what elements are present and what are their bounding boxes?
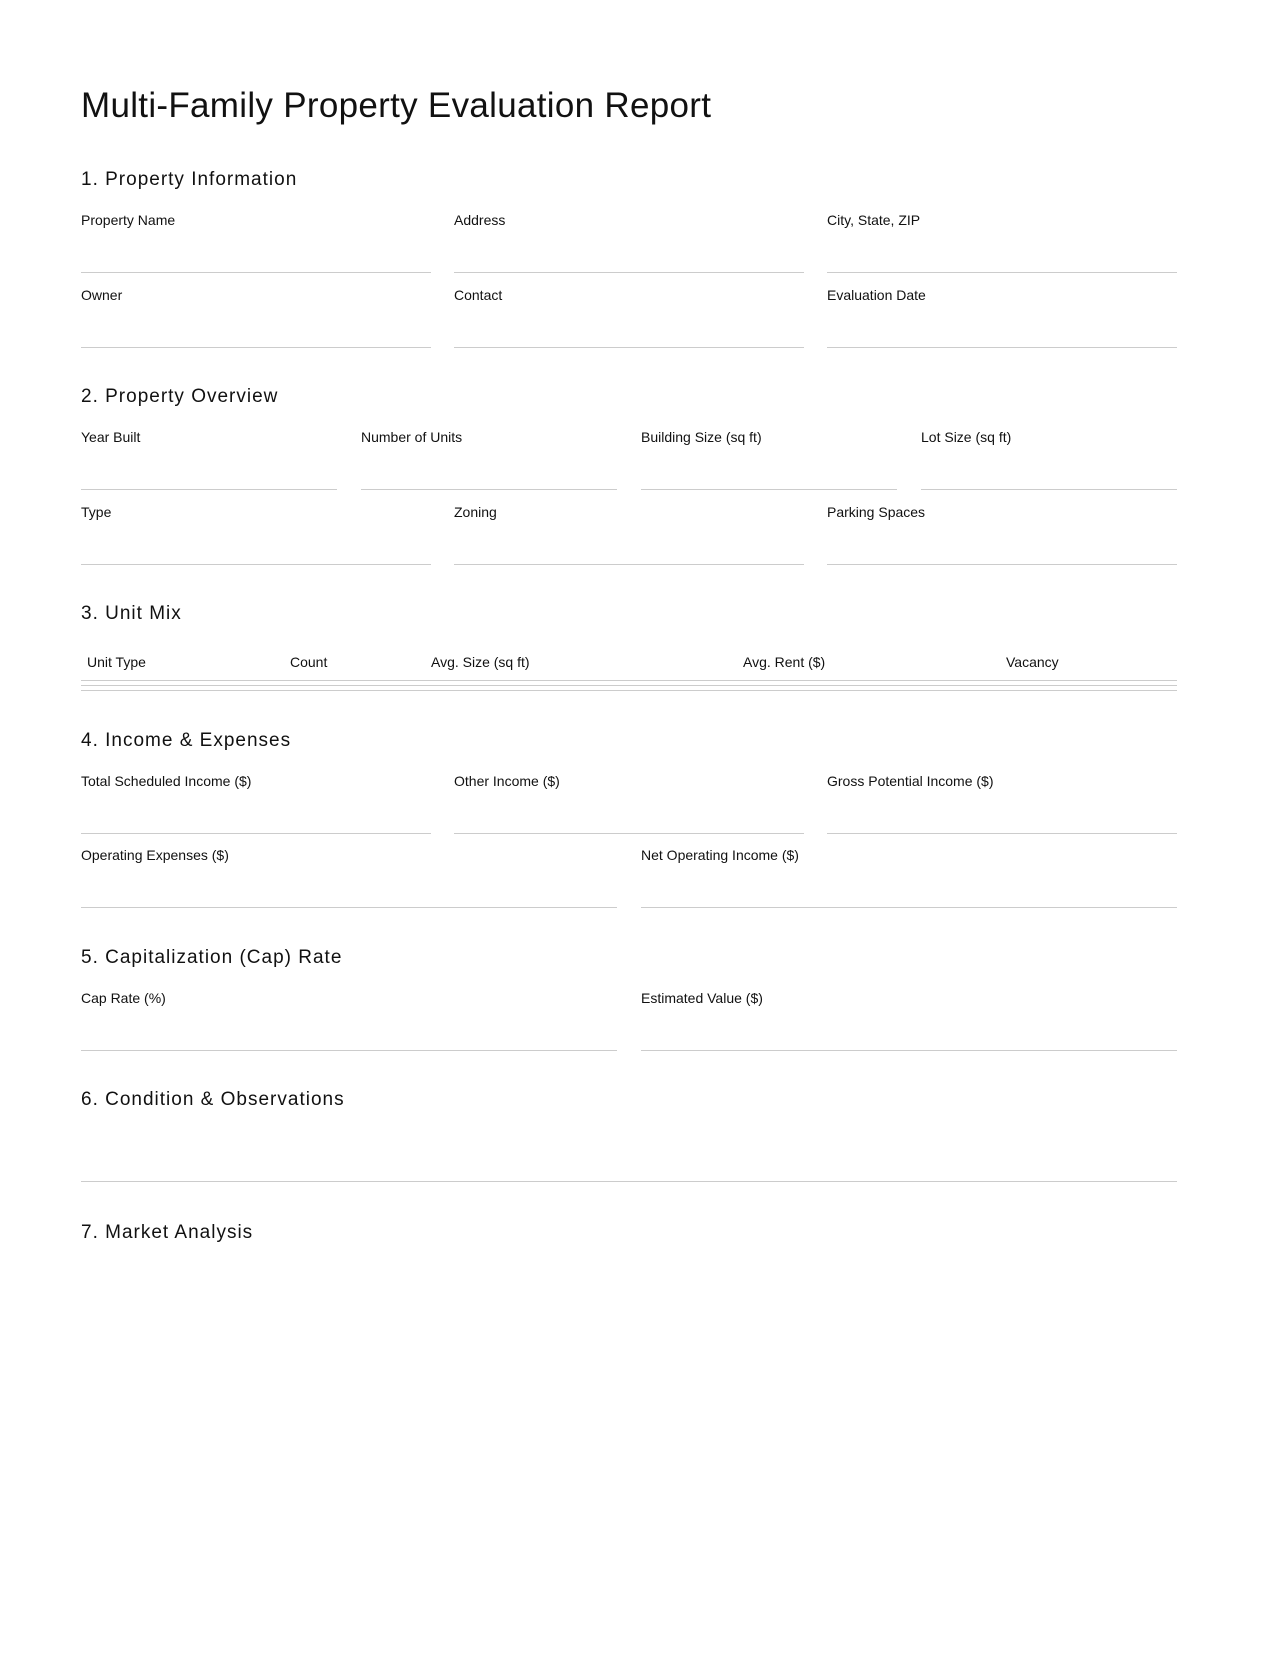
section-heading-market-analysis: 7. Market Analysis <box>81 1222 254 1243</box>
column-header-avg-rent: Avg. Rent ($) <box>743 654 826 670</box>
field-label: Property Name <box>81 212 176 228</box>
section-heading-income-expenses: 4. Income & Expenses <box>81 730 292 751</box>
field-label: Net Operating Income ($) <box>641 847 799 863</box>
field-label: Year Built <box>81 429 141 445</box>
field-label: Parking Spaces <box>827 504 926 520</box>
table-divider <box>81 685 1177 686</box>
other-income-field[interactable] <box>454 773 804 834</box>
evaluation-date-field[interactable] <box>827 287 1177 348</box>
field-label: Address <box>454 212 506 228</box>
property-name-field[interactable] <box>81 212 431 273</box>
column-header-avg-size: Avg. Size (sq ft) <box>431 654 530 670</box>
number-of-units-field[interactable] <box>361 429 617 490</box>
field-label: Cap Rate (%) <box>81 990 166 1006</box>
field-label: Lot Size (sq ft) <box>921 429 1012 445</box>
address-field[interactable] <box>454 212 804 273</box>
section-heading-property-overview: 2. Property Overview <box>81 386 279 407</box>
field-label: Number of Units <box>361 429 463 445</box>
section-heading-cap-rate: 5. Capitalization (Cap) Rate <box>81 947 343 968</box>
field-label: Gross Potential Income ($) <box>827 773 994 789</box>
field-label: Operating Expenses ($) <box>81 847 229 863</box>
city-state-zip-field[interactable] <box>827 212 1177 273</box>
zoning-field[interactable] <box>454 504 804 565</box>
building-size-field[interactable] <box>641 429 897 490</box>
column-header-count: Count <box>290 654 328 670</box>
field-label: Zoning <box>454 504 497 520</box>
owner-field[interactable] <box>81 287 431 348</box>
table-divider <box>81 690 1177 691</box>
field-label: Estimated Value ($) <box>641 990 763 1006</box>
parking-spaces-field[interactable] <box>827 504 1177 565</box>
column-header-vacancy: Vacancy <box>1006 654 1059 670</box>
field-label: City, State, ZIP <box>827 212 921 228</box>
operating-expenses-field[interactable] <box>81 847 617 908</box>
total-scheduled-income-field[interactable] <box>81 773 431 834</box>
field-label: Contact <box>454 287 503 303</box>
field-label: Evaluation Date <box>827 287 926 303</box>
year-built-field[interactable] <box>81 429 337 490</box>
net-operating-income-field[interactable] <box>641 847 1177 908</box>
section-heading-property-information: 1. Property Information <box>81 169 298 190</box>
table-divider <box>81 680 1177 681</box>
cap-rate-field[interactable] <box>81 990 617 1051</box>
section-heading-condition: 6. Condition & Observations <box>81 1089 345 1110</box>
page-title: Multi-Family Property Evaluation Report <box>81 86 712 125</box>
field-label: Type <box>81 504 112 520</box>
gross-potential-income-field[interactable] <box>827 773 1177 834</box>
section-heading-unit-mix: 3. Unit Mix <box>81 603 182 624</box>
column-header-unit-type: Unit Type <box>87 654 146 670</box>
field-label: Other Income ($) <box>454 773 560 789</box>
lot-size-field[interactable] <box>921 429 1177 490</box>
contact-field[interactable] <box>454 287 804 348</box>
field-label: Building Size (sq ft) <box>641 429 762 445</box>
field-label: Total Scheduled Income ($) <box>81 773 252 789</box>
condition-observations-field[interactable] <box>81 1121 1177 1182</box>
type-field[interactable] <box>81 504 431 565</box>
field-label: Owner <box>81 287 123 303</box>
estimated-value-field[interactable] <box>641 990 1177 1051</box>
